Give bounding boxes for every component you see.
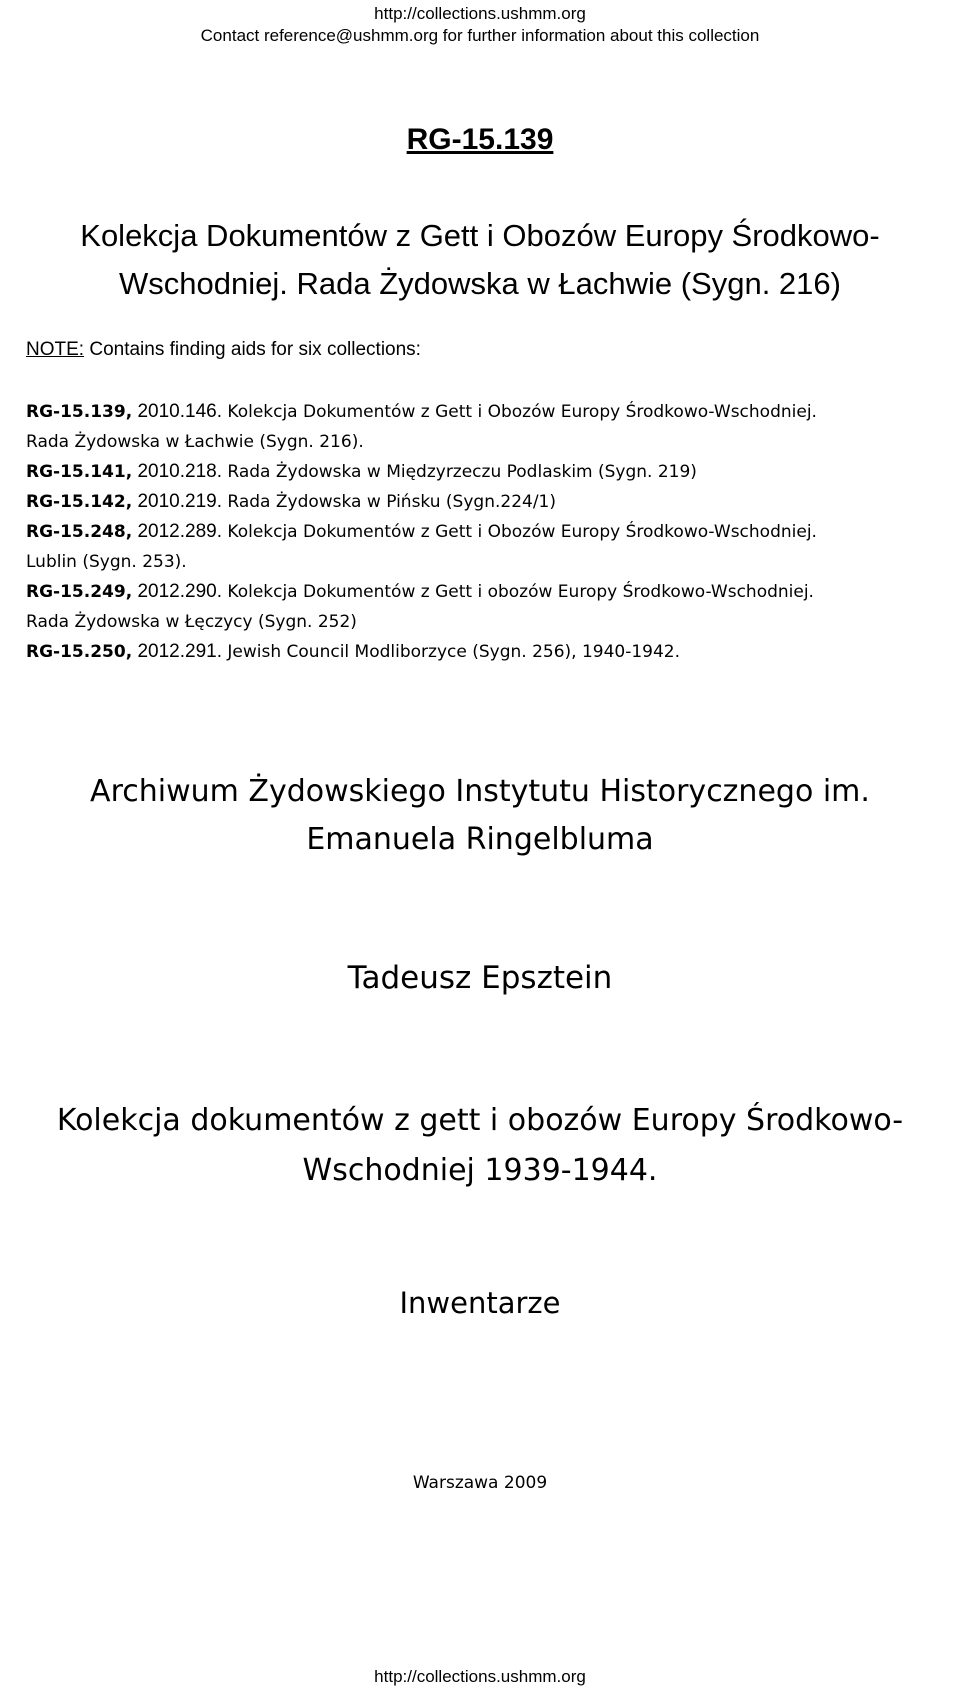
collection-item (26, 577, 946, 607)
collection-description: Kolekcja Dokumentów z Gett i obozów Europy Środkowo-Wschodniej. (221, 582, 814, 602)
collection-item-continuation (26, 547, 946, 577)
archive-name-line-1: Archiwum Żydowskiego Instytutu Historycznego im. (90, 774, 870, 809)
collection-description-cont: Lublin (Sygn. 253). (26, 552, 187, 572)
collection-description: Rada Żydowska w Międzyrzeczu Podlaskim (Sygn. 219) (221, 462, 697, 482)
collections-list (26, 397, 946, 667)
author-name: Tadeusz Epsztein (347, 960, 613, 996)
collection-accession: 2012.289. (132, 521, 222, 542)
collection-item (26, 457, 946, 487)
collection-id: RG-15.248, (26, 522, 133, 542)
collection-description: Kolekcja Dokumentów z Gett i Obozów Europy Środkowo-Wschodniej. (221, 402, 817, 422)
archive-name-line-2: Emanuela Ringelbluma (306, 822, 654, 857)
place-year: Warszawa 2009 (412, 1473, 548, 1493)
document-id-heading: RG-15.139 (406, 123, 554, 156)
archive-name (0, 768, 960, 864)
collection-id: RG-15.142, (26, 492, 133, 512)
collection-description: Jewish Council Modliborzyce (Sygn. 256), 1940-1942. (221, 642, 681, 662)
document-title-line-2: Wschodniej. Rada Żydowska w Łachwie (Sygn. 216) (119, 266, 841, 301)
collection-id: RG-15.249, (26, 582, 133, 602)
collection-id: RG-15.139, (26, 402, 133, 422)
document-title (0, 212, 960, 308)
collection-description-cont: Rada Żydowska w Łęczycy (Sygn. 252) (26, 612, 357, 632)
book-title-line-1: Kolekcja dokumentów z gett i obozów Europy Środkowo- (56, 1103, 904, 1138)
header-url-link[interactable]: http://collections.ushmm.org (374, 4, 586, 23)
collection-description: Kolekcja Dokumentów z Gett i Obozów Europy Środkowo-Wschodniej. (221, 522, 817, 542)
book-type: Inwentarze (399, 1286, 561, 1320)
collection-description: Rada Żydowska w Pińsku (Sygn.224/1) (221, 492, 556, 512)
collection-accession: 2010.146. (132, 401, 222, 422)
note-label: NOTE: (26, 339, 85, 360)
collection-accession: 2012.291. (132, 641, 222, 662)
book-title (0, 1096, 960, 1196)
book-title-line-2: Wschodniej 1939-1944. (302, 1153, 658, 1188)
collection-id: RG-15.141, (26, 462, 133, 482)
note-text: Contains finding aids for six collections: (84, 339, 421, 360)
collection-item (26, 517, 946, 547)
collection-description-cont: Rada Żydowska w Łachwie (Sygn. 216). (26, 432, 364, 452)
footer-url-link[interactable]: http://collections.ushmm.org (374, 1667, 586, 1686)
collection-item (26, 397, 946, 427)
collection-item-continuation (26, 607, 946, 637)
collection-item (26, 637, 946, 667)
header-contact-line: Contact reference@ushmm.org for further information about this collection (200, 26, 760, 45)
document-title-line-1: Kolekcja Dokumentów z Gett i Obozów Europy Środkowo- (80, 218, 880, 253)
note-line (26, 338, 421, 362)
collection-item (26, 487, 946, 517)
collection-item-continuation (26, 427, 946, 457)
collection-accession: 2010.218. (132, 461, 222, 482)
collection-accession: 2012.290. (132, 581, 222, 602)
collection-id: RG-15.250, (26, 642, 133, 662)
collection-accession: 2010.219. (132, 491, 222, 512)
